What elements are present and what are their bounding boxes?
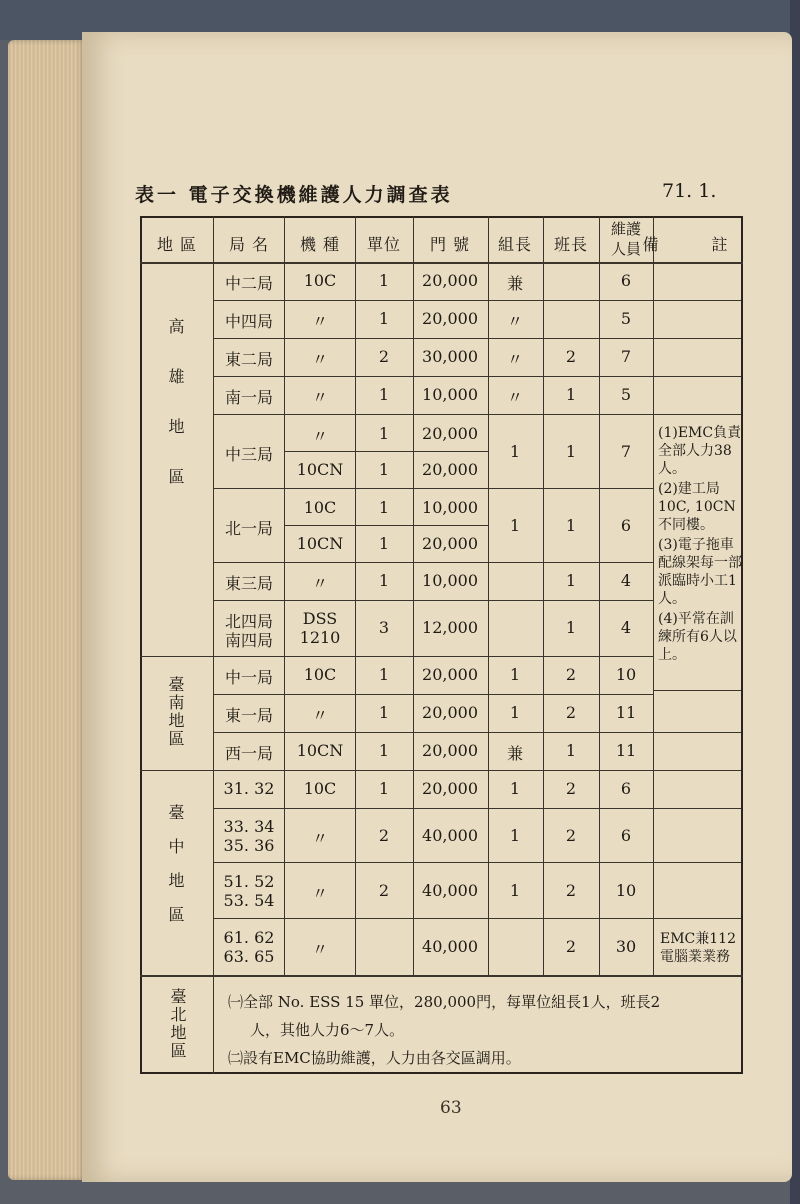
cell-shift: 1 <box>565 442 577 461</box>
cell-staff: 4 <box>620 618 632 637</box>
cell-leader: 〃 <box>506 312 524 331</box>
cell-staff: 11 <box>615 703 637 722</box>
remark-rule <box>653 300 741 301</box>
region-rule <box>140 656 653 657</box>
cell-office: 51. 52 <box>223 872 275 891</box>
footer-notes <box>228 988 738 1072</box>
cell-model: 〃 <box>311 940 329 959</box>
cell-shift: 2 <box>565 703 577 722</box>
subrow-rule <box>284 451 488 452</box>
cell-unit: 1 <box>378 309 390 328</box>
cell-unit-2: 1 <box>378 460 390 479</box>
cell-shift: 1 <box>565 571 577 590</box>
table-title: 表一 電子交換機維護人力調查表 <box>135 184 453 206</box>
cell-ports: 20,000 <box>422 741 478 760</box>
remark-rule <box>653 376 741 377</box>
row-rule <box>213 732 653 733</box>
row-rule <box>213 808 653 809</box>
cell-ports: 12,000 <box>422 618 478 637</box>
cell-model: DSS <box>302 609 338 628</box>
cell-model: 〃 <box>311 829 329 848</box>
page-number: 63 <box>440 1098 462 1118</box>
footer-line-3: ㈡設有EMC協助維護，人力由各交區調用。 <box>228 1049 521 1067</box>
cell-office: 北一局 <box>224 519 274 538</box>
cell-ports: 40,000 <box>422 826 478 845</box>
cell-ports-2: 20,000 <box>422 460 478 479</box>
cell-leader: 1 <box>509 442 521 461</box>
cell-shift: 2 <box>565 665 577 684</box>
cell-office: 33. 34 <box>223 817 275 836</box>
cell-unit: 2 <box>378 881 390 900</box>
cell-model: 10C <box>303 665 337 684</box>
cell-office: 西一局 <box>224 744 274 763</box>
cell-unit: 1 <box>378 665 390 684</box>
cell-unit: 1 <box>378 779 390 798</box>
footer-col-rule <box>213 977 214 1074</box>
cell-ports: 20,000 <box>422 424 478 443</box>
header-shift: 班長 <box>553 235 589 254</box>
cell-staff: 7 <box>620 442 632 461</box>
cell-staff: 5 <box>620 309 632 328</box>
cell-unit: 1 <box>378 424 390 443</box>
row-rule <box>213 862 653 863</box>
cell-ports: 10,000 <box>422 571 478 590</box>
cell-ports: 20,000 <box>422 779 478 798</box>
cell-unit: 1 <box>378 271 390 290</box>
cell-leader: 1 <box>509 703 521 722</box>
remark-rule <box>653 338 741 339</box>
cell-staff: 6 <box>620 516 632 535</box>
row-rule <box>213 414 653 415</box>
cell-shift: 2 <box>565 347 577 366</box>
cell-unit: 1 <box>378 498 390 517</box>
remark-rule <box>653 414 741 415</box>
header-remarks: 備 註 <box>642 235 752 254</box>
cell-shift: 1 <box>565 741 577 760</box>
cell-office-2: 南四局 <box>224 631 274 650</box>
remark-4: (4)平常在訓練所有6人以上。 <box>658 611 737 663</box>
row-rule <box>213 300 653 301</box>
cell-ports-2: 20,000 <box>422 534 478 553</box>
row-rule <box>213 694 653 695</box>
cell-office: 31. 32 <box>223 779 275 798</box>
cell-office: 南一局 <box>224 388 274 407</box>
cell-shift: 2 <box>565 881 577 900</box>
cell-unit: 1 <box>378 741 390 760</box>
header-ports: 門 號 <box>429 235 471 254</box>
cell-model: 10C <box>303 271 337 290</box>
remark-rule <box>653 770 741 771</box>
cell-office: 東一局 <box>224 706 274 725</box>
cell-leader: 1 <box>509 779 521 798</box>
cell-unit: 1 <box>378 571 390 590</box>
cell-leader: 兼 <box>506 744 524 763</box>
cell-office: 東二局 <box>224 350 274 369</box>
remark-3: (3)電子拖車配線架每一部派臨時小工1人。 <box>658 537 742 607</box>
remark-last-2: 電腦業業務 <box>660 949 730 965</box>
cell-staff: 7 <box>620 347 632 366</box>
cell-ports: 10,000 <box>422 385 478 404</box>
cell-leader: 1 <box>509 826 521 845</box>
cell-shift: 1 <box>565 385 577 404</box>
page-edges <box>8 40 86 1180</box>
remark-2: (2)建工局10C, 10CN不同樓。 <box>658 481 736 533</box>
row-rule <box>213 918 653 919</box>
cell-office-2: 63. 65 <box>223 947 275 966</box>
cell-office-2: 53. 54 <box>223 891 275 910</box>
cell-staff: 11 <box>615 741 637 760</box>
cell-shift: 2 <box>565 826 577 845</box>
cell-unit: 2 <box>378 826 390 845</box>
remark-rule <box>653 862 741 863</box>
cell-model: 〃 <box>311 884 329 903</box>
header-model: 機 種 <box>299 235 341 254</box>
cell-unit-2: 1 <box>378 534 390 553</box>
cell-leader: 1 <box>509 881 521 900</box>
cell-office: 61. 62 <box>223 928 275 947</box>
cell-staff: 6 <box>620 271 632 290</box>
cell-ports: 20,000 <box>422 703 478 722</box>
cell-staff: 10 <box>615 881 637 900</box>
cell-staff: 5 <box>620 385 632 404</box>
cell-office: 中一局 <box>224 668 274 687</box>
cell-ports: 30,000 <box>422 347 478 366</box>
subrow-rule <box>284 525 488 526</box>
cell-unit: 2 <box>378 347 390 366</box>
cell-unit: 1 <box>378 703 390 722</box>
cell-ports: 20,000 <box>422 271 478 290</box>
row-rule <box>213 376 653 377</box>
cell-office-2: 35. 36 <box>223 836 275 855</box>
cell-leader: 〃 <box>506 388 524 407</box>
cell-unit: 1 <box>378 385 390 404</box>
cell-unit: 3 <box>378 618 390 637</box>
remark-rule <box>653 808 741 809</box>
remark-rule <box>653 732 741 733</box>
cell-model: 10C <box>303 498 337 517</box>
cell-ports: 20,000 <box>422 309 478 328</box>
row-rule <box>213 600 653 601</box>
region-tainan: 臺南地區 <box>166 676 185 748</box>
cell-office: 北四局 <box>224 612 274 631</box>
remark-rule <box>653 690 741 691</box>
cell-staff: 6 <box>620 826 632 845</box>
cell-leader: 1 <box>509 516 521 535</box>
region-rule <box>140 770 653 771</box>
cell-model-2: 10CN <box>296 460 344 479</box>
header-leader: 組長 <box>497 235 533 254</box>
footer-line-1: ㈠全部 No. ESS 15 單位，280,000門，每單位組長1人，班長2 <box>228 993 661 1011</box>
cell-office: 中三局 <box>224 445 274 464</box>
remark-rule <box>653 918 741 919</box>
cell-ports: 40,000 <box>422 937 478 956</box>
header-region: 地 區 <box>156 235 198 254</box>
row-rule <box>213 562 653 563</box>
cell-ports: 40,000 <box>422 881 478 900</box>
cell-model-2: 1210 <box>299 628 341 647</box>
cell-model-2: 10CN <box>296 534 344 553</box>
cell-model: 10CN <box>296 741 344 760</box>
cell-office: 東三局 <box>224 574 274 593</box>
header-office: 局 名 <box>228 235 270 254</box>
cell-staff: 30 <box>615 937 637 956</box>
header-unit: 單位 <box>366 235 402 254</box>
cell-model: 〃 <box>311 706 329 725</box>
cell-model: 〃 <box>311 427 329 446</box>
remark-last-1: EMC兼112 <box>660 931 736 947</box>
cell-ports: 20,000 <box>422 665 478 684</box>
footer-line-2: 人，其他人力6～7人。 <box>250 1021 405 1039</box>
region-taipei: 臺北地區 <box>168 988 187 1060</box>
cell-office: 中四局 <box>224 312 274 331</box>
cell-staff: 10 <box>615 665 637 684</box>
cell-model: 〃 <box>311 388 329 407</box>
cell-shift: 1 <box>565 618 577 637</box>
cell-shift: 2 <box>565 937 577 956</box>
table-date: 71. 1. <box>662 180 717 202</box>
cell-leader: 兼 <box>506 274 524 293</box>
remark-1: (1)EMC負責全部人力38人。 <box>658 425 742 477</box>
cell-staff: 6 <box>620 779 632 798</box>
cell-shift: 2 <box>565 779 577 798</box>
cell-shift: 1 <box>565 516 577 535</box>
cell-model: 〃 <box>311 312 329 331</box>
region-kaohsiung: 高雄地區 <box>166 318 185 518</box>
cell-office: 中二局 <box>224 274 274 293</box>
region-taichung: 臺中地區 <box>166 804 185 940</box>
header-staff: 維護人員 <box>610 220 641 258</box>
row-rule <box>213 338 653 339</box>
cell-leader: 1 <box>509 665 521 684</box>
cell-staff: 4 <box>620 571 632 590</box>
row-rule <box>213 488 653 489</box>
cell-model: 〃 <box>311 574 329 593</box>
cell-ports: 10,000 <box>422 498 478 517</box>
cell-model: 10C <box>303 779 337 798</box>
cell-model: 〃 <box>311 350 329 369</box>
cell-leader: 〃 <box>506 350 524 369</box>
